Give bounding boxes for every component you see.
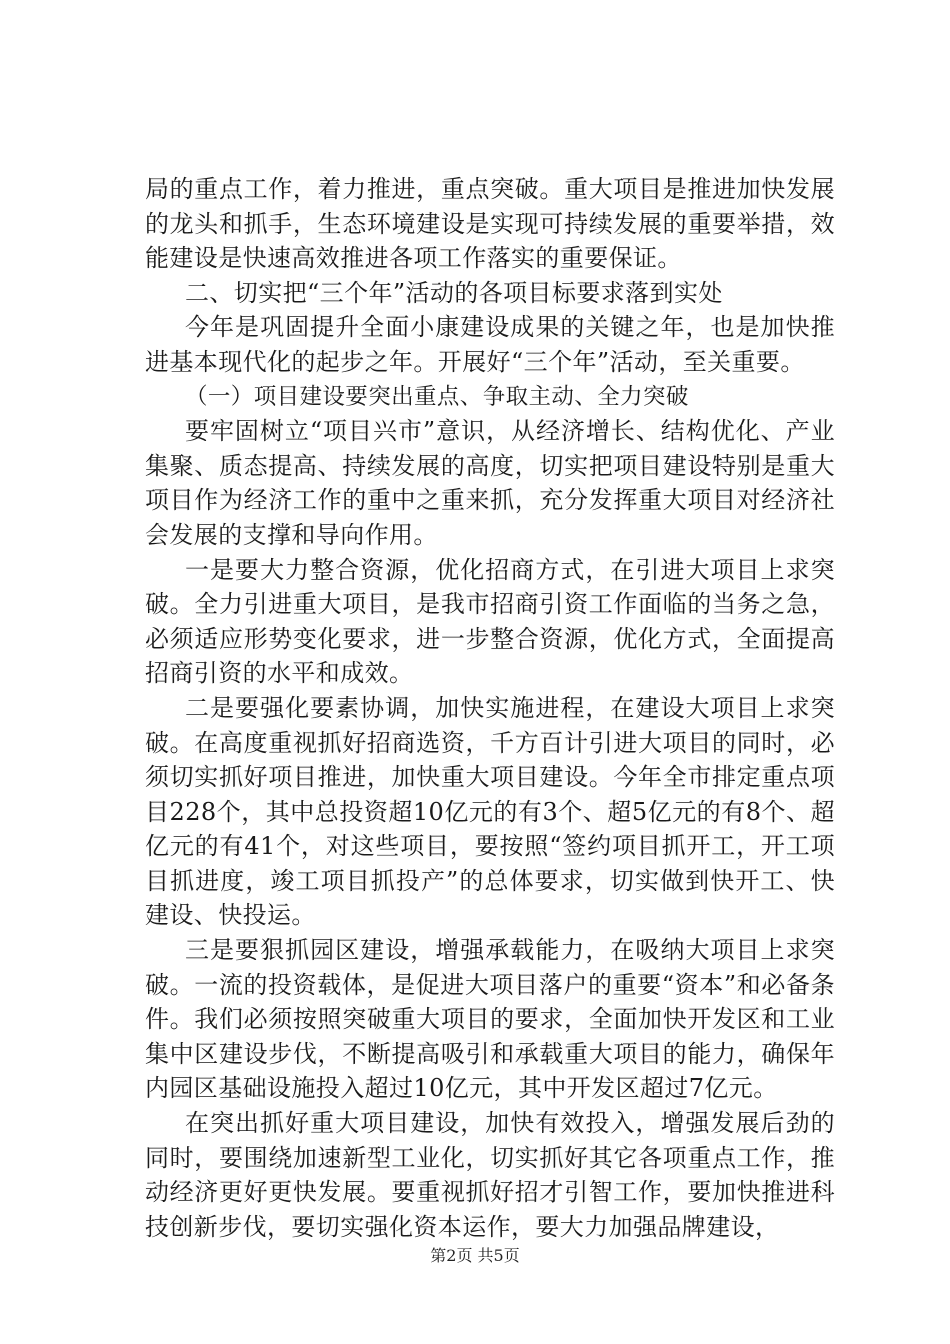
section-heading: 二、切实把“三个年”活动的各项目标要求落到实处	[185, 278, 723, 307]
page-footer: 第2页 共5页	[430, 1246, 520, 1265]
paragraph: 三是要狠抓园区建设，增强承载能力，在吸纳大项目上求突破。一流的投资载体，是促进大项目落户的重要“资本”和必备条件。我们必须按照突破重大项目的要求，全面加快开发区和工业集中区建设步伐，不断提高吸引和承载重大项目的能力，确保年内园区基础设施投入超过10亿元，其中开发区超过7亿元。	[145, 936, 835, 1103]
paragraph: 要牢固树立“项目兴市”意识，从经济增长、结构优化、产业集聚、质态提高、持续发展的高度，切实把项目建设特别是重大项目作为经济工作的重中之重来抓，充分发挥重大项目对经济社会发展的支撑和导向作用。	[145, 417, 835, 549]
paragraph-continuation: 局的重点工作，着力推进，重点突破。重大项目是推进加快发展的龙头和抓手，生态环境建设是实现可持续发展的重要举措，效能建设是快速高效推进各项工作落实的重要保证。	[145, 175, 835, 273]
paragraph: 一是要大力整合资源，优化招商方式，在引进大项目上求突破。全力引进重大项目，是我市招商引资工作面临的当务之急，必须适应形势变化要求，进一步整合资源，优化方式，全面提高招商引资的水平和成效。	[145, 555, 835, 688]
document-body	[145, 172, 835, 1244]
subsection-heading: （一）项目建设要突出重点、争取主动、全力突破	[185, 383, 689, 410]
paragraph: 今年是巩固提升全面小康建设成果的关键之年，也是加快推进基本现代化的起步之年。开展好“三个年”活动，至关重要。	[145, 313, 835, 376]
paragraph: 二是要强化要素协调，加快实施进程，在建设大项目上求突破。在高度重视抓好招商选资，千方百计引进大项目的同时，必须切实抓好项目推进，加快重大项目建设。今年全市排定重点项目228个，其中总投资超10亿元的有3个、超5亿元的有8个、超亿元的有41个，对这些项目，要按照“签约项目抓开工，开工项目抓进度，竣工项目抓投产”的总体要求，切实做到快开工、快建设、快投运。	[145, 693, 835, 930]
paragraph: 在突出抓好重大项目建设，加快有效投入，增强发展后劲的同时，要围绕加速新型工业化，切实抓好其它各项重点工作，推动经济更好更快发展。要重视抓好招才引智工作，要加快推进科技创新步伐，要切实强化资本运作，要大力加强品牌建设，	[145, 1109, 835, 1241]
